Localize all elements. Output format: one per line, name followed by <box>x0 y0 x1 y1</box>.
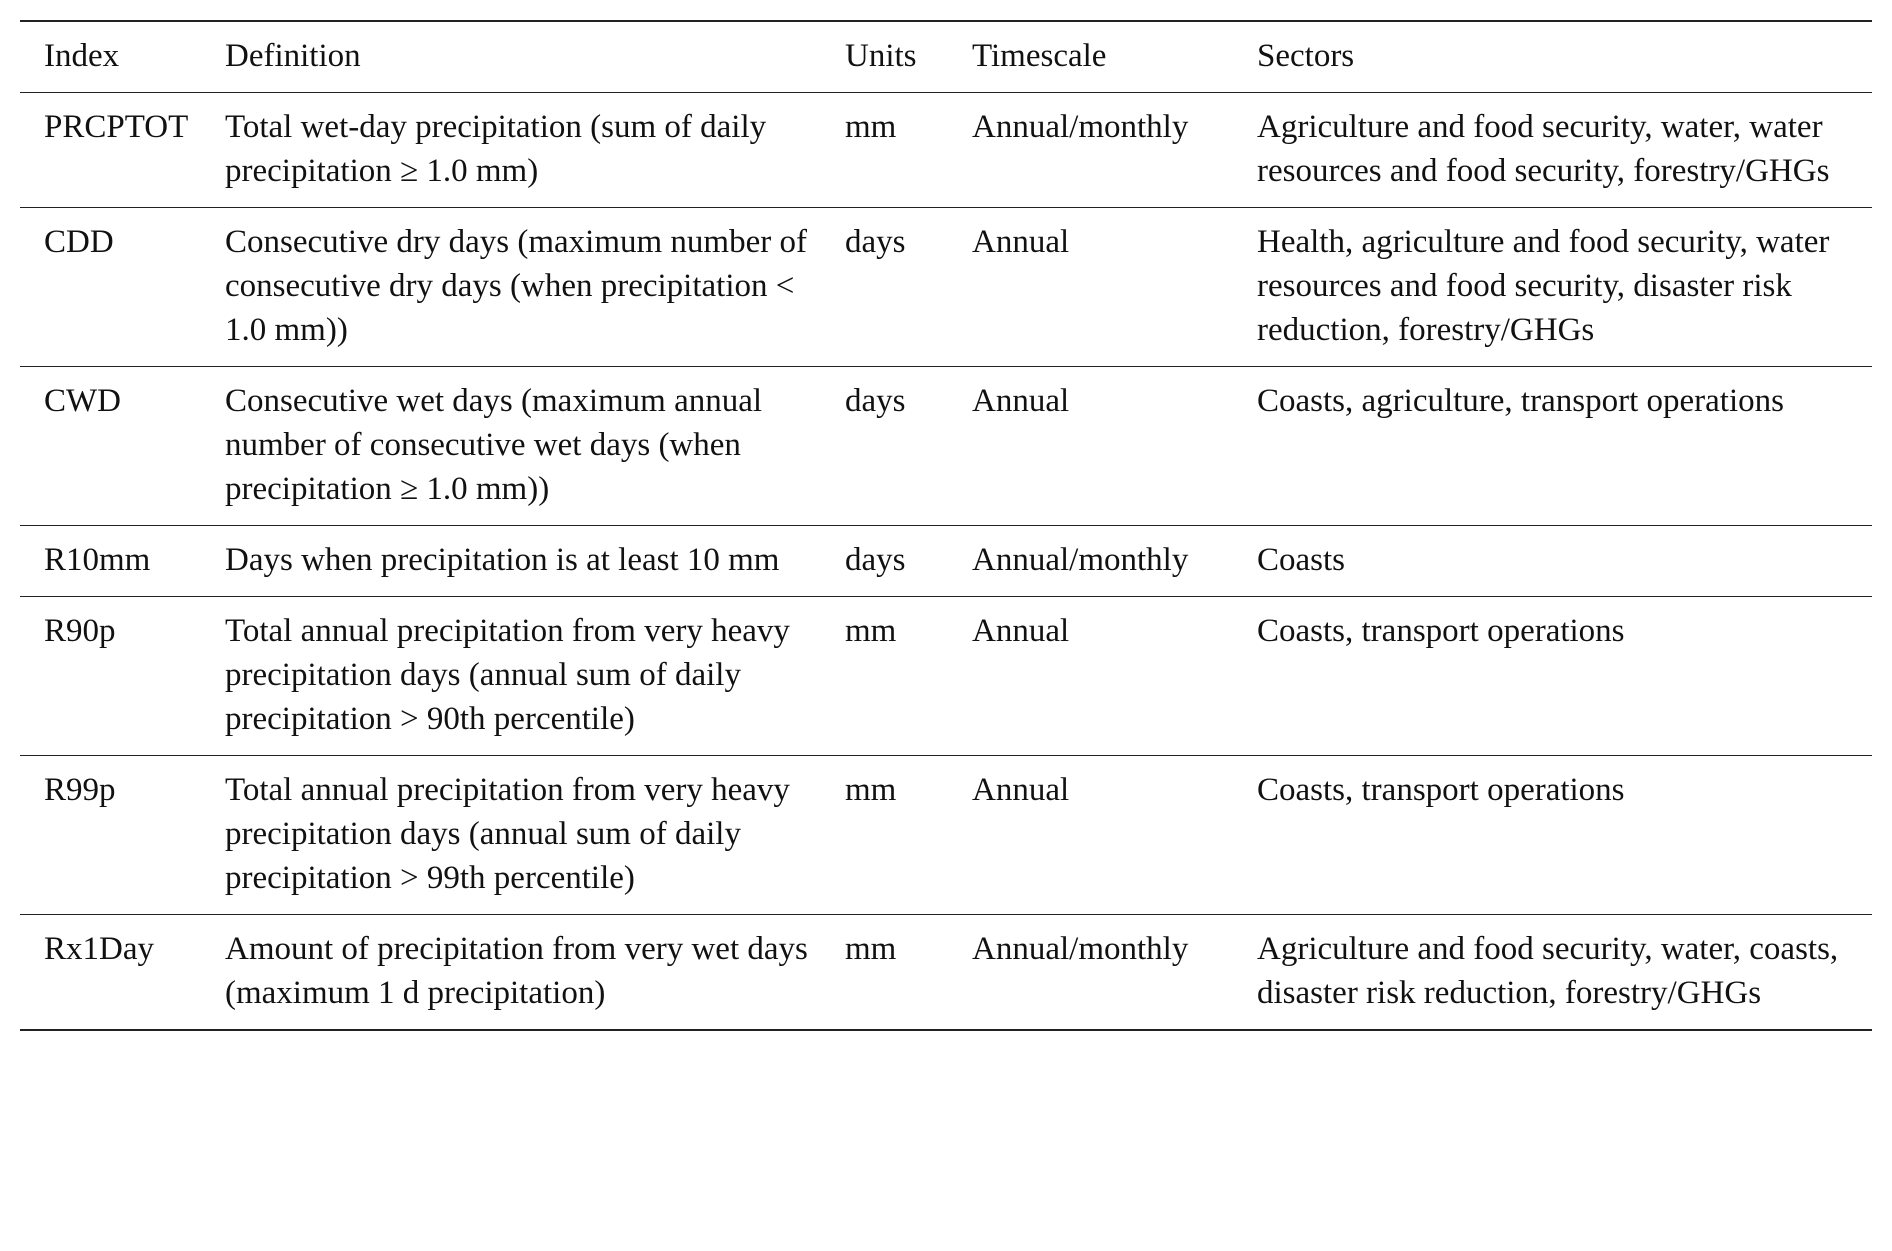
cell-index: R90p <box>44 613 116 649</box>
header-units: Units <box>845 38 917 74</box>
header-timescale: Timescale <box>972 38 1107 74</box>
cell-units: days <box>845 224 906 260</box>
cell-units: mm <box>845 109 897 145</box>
header-index: Index <box>44 38 120 74</box>
indices-table-container <box>20 20 1872 1031</box>
table-row <box>20 915 1872 1031</box>
cell-sectors: Agriculture and food security, water, water resources and food security, forestry/GHGs <box>1257 109 1830 189</box>
cell-index: CDD <box>44 224 114 260</box>
cell-timescale: Annual <box>972 224 1070 260</box>
cell-units: mm <box>845 772 897 808</box>
table-row <box>20 367 1872 526</box>
cell-definition: Consecutive dry days (maximum number of consecutive dry days (when precipitation < 1.0 mm)) <box>225 224 807 348</box>
cell-definition: Consecutive wet days (maximum annual number of consecutive wet days (when precipitation ≥ 1.0 mm)) <box>225 383 763 507</box>
cell-units: mm <box>845 931 897 967</box>
cell-sectors: Coasts <box>1257 542 1346 578</box>
table-header <box>20 21 1872 93</box>
cell-sectors: Coasts, transport operations <box>1257 613 1625 649</box>
cell-definition: Amount of precipitation from very wet days (maximum 1 d precipitation) <box>225 931 808 1011</box>
cell-sectors: Health, agriculture and food security, water resources and food security, disaster risk reduction, forestry/GHGs <box>1257 224 1830 348</box>
cell-definition: Total annual precipitation from very heavy precipitation days (annual sum of daily precipitation > 99th percentile) <box>225 772 790 896</box>
header-sectors: Sectors <box>1257 38 1355 74</box>
cell-timescale: Annual <box>972 383 1070 419</box>
cell-index: Rx1Day <box>44 931 154 967</box>
table-body <box>20 93 1872 1031</box>
cell-timescale: Annual/monthly <box>972 542 1189 578</box>
cell-index: R99p <box>44 772 116 808</box>
cell-index: CWD <box>44 383 121 419</box>
cell-timescale: Annual/monthly <box>972 109 1189 145</box>
cell-units: days <box>845 383 906 419</box>
cell-index: R10mm <box>44 542 151 578</box>
header-definition: Definition <box>225 38 361 74</box>
cell-definition: Total annual precipitation from very heavy precipitation days (annual sum of daily precipitation > 90th percentile) <box>225 613 790 737</box>
cell-units: mm <box>845 613 897 649</box>
table-row <box>20 756 1872 915</box>
cell-timescale: Annual/monthly <box>972 931 1189 967</box>
table-row <box>20 93 1872 208</box>
table-row <box>20 526 1872 597</box>
cell-sectors: Coasts, transport operations <box>1257 772 1625 808</box>
header-row <box>20 21 1872 93</box>
cell-definition: Days when precipitation is at least 10 mm <box>225 542 780 578</box>
cell-timescale: Annual <box>972 613 1070 649</box>
cell-definition: Total wet-day precipitation (sum of daily precipitation ≥ 1.0 mm) <box>225 109 767 189</box>
cell-timescale: Annual <box>972 772 1070 808</box>
table-row <box>20 597 1872 756</box>
cell-sectors: Coasts, agriculture, transport operations <box>1257 383 1784 419</box>
climate-indices-table <box>20 20 1872 1031</box>
table-row <box>20 208 1872 367</box>
cell-sectors: Agriculture and food security, water, coasts, disaster risk reduction, forestry/GHGs <box>1257 931 1839 1011</box>
cell-units: days <box>845 542 906 578</box>
cell-index: PRCPTOT <box>44 109 189 145</box>
